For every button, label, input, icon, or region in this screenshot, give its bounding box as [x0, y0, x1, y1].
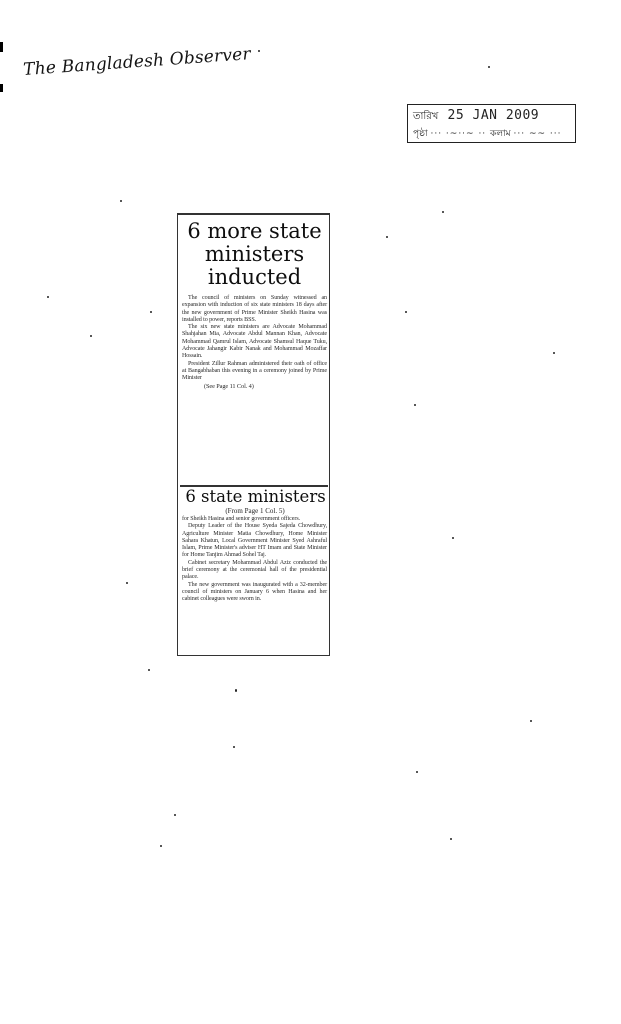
jump-line: (See Page 11 Col. 4)	[204, 382, 254, 390]
article-paragraph: The council of ministers on Sunday witnessed an expansion with induction of six state ministers 18 days after the new government of Prime Minister Sheikh Hasina was installed to power, reports BSS.	[182, 295, 327, 323]
article-paragraph: The six new state ministers are Advocate Mohammad Shahjahan Mia, Advocate Abdul Mannan Khan, Advocate Mohammad Qamrul Islam, Advocate Shamsul Haque Tuku, Advocate Jahangir Kabir Nanak and Mohammad Mozaffar Hossain.	[182, 324, 327, 360]
scan-edge-mark	[0, 84, 3, 92]
scan-speck	[120, 200, 122, 202]
scan-speck	[386, 236, 388, 238]
newspaper-masthead: The Bangladesh Observer	[22, 44, 252, 80]
scan-speck	[416, 771, 418, 773]
stamp-dashes: ··· ·~··~ ··	[430, 129, 491, 139]
scan-speck	[414, 404, 416, 406]
scan-speck	[150, 311, 152, 313]
scan-speck	[530, 720, 532, 722]
scan-speck	[258, 50, 260, 52]
article-paragraph: Deputy Leader of the House Syeda Sajeda Chowdhury, Agriculture Minister Matia Chowdhury, Home Minister Sahara Khatun, Local Government Minister Syed Ashraful Islam, Prime Minister's adviser HT Imam and State Minister for Home Tanjim Ahmad Sohel Taj.	[182, 523, 327, 559]
stamp-date-label: তারিখ	[413, 111, 439, 122]
article-paragraph: for Sheikh Hasina and senior government officers.	[182, 516, 301, 522]
scan-speck	[452, 537, 454, 539]
article-paragraph: The new government was inaugurated with a 32-member council of ministers on January 6 when Hasina and her cabinet colleagues were sworn in.	[182, 581, 327, 603]
scan-speck	[90, 335, 92, 337]
stamp-date: 25 JAN 2009	[447, 108, 540, 123]
scan-speck	[450, 838, 452, 840]
scan-speck	[488, 66, 490, 68]
scan-edge-mark	[0, 42, 3, 52]
scan-speck	[233, 746, 235, 748]
scan-speck	[160, 845, 162, 847]
stamp-column-label: কলাম	[490, 129, 511, 139]
scan-speck	[405, 311, 407, 313]
scan-speck	[126, 582, 128, 584]
continuation-body	[182, 516, 327, 604]
stamp-page-label: পৃষ্ঠা	[413, 129, 428, 139]
article-paragraph: President Zillur Rahman administered their oath of office at Bangabhaban this evening in a ceremony joined by Prime Minister	[182, 360, 327, 382]
scan-speck	[174, 814, 176, 816]
scan-speck	[442, 211, 444, 213]
headline-line: 6 more state	[187, 219, 322, 243]
from-page-line: (From Page 1 Col. 5)	[225, 507, 285, 515]
headline-line: inducted	[207, 265, 302, 289]
scan-speck	[148, 669, 150, 671]
scan-speck	[235, 689, 237, 692]
article-body	[182, 295, 327, 390]
continuation-headline: 6 state ministers	[185, 487, 326, 506]
stamp-dashes: ··· ~~ ···	[513, 129, 562, 139]
headline-line: ministers	[204, 242, 305, 266]
article-headline	[182, 220, 327, 289]
scan-speck	[47, 296, 49, 298]
scan-speck	[553, 352, 555, 354]
date-stamp	[407, 104, 576, 143]
article-paragraph: Cabinet secretary Mohammad Abdul Aziz conducted the brief ceremony at the ceremonial hall of the presidential palace.	[182, 559, 327, 581]
